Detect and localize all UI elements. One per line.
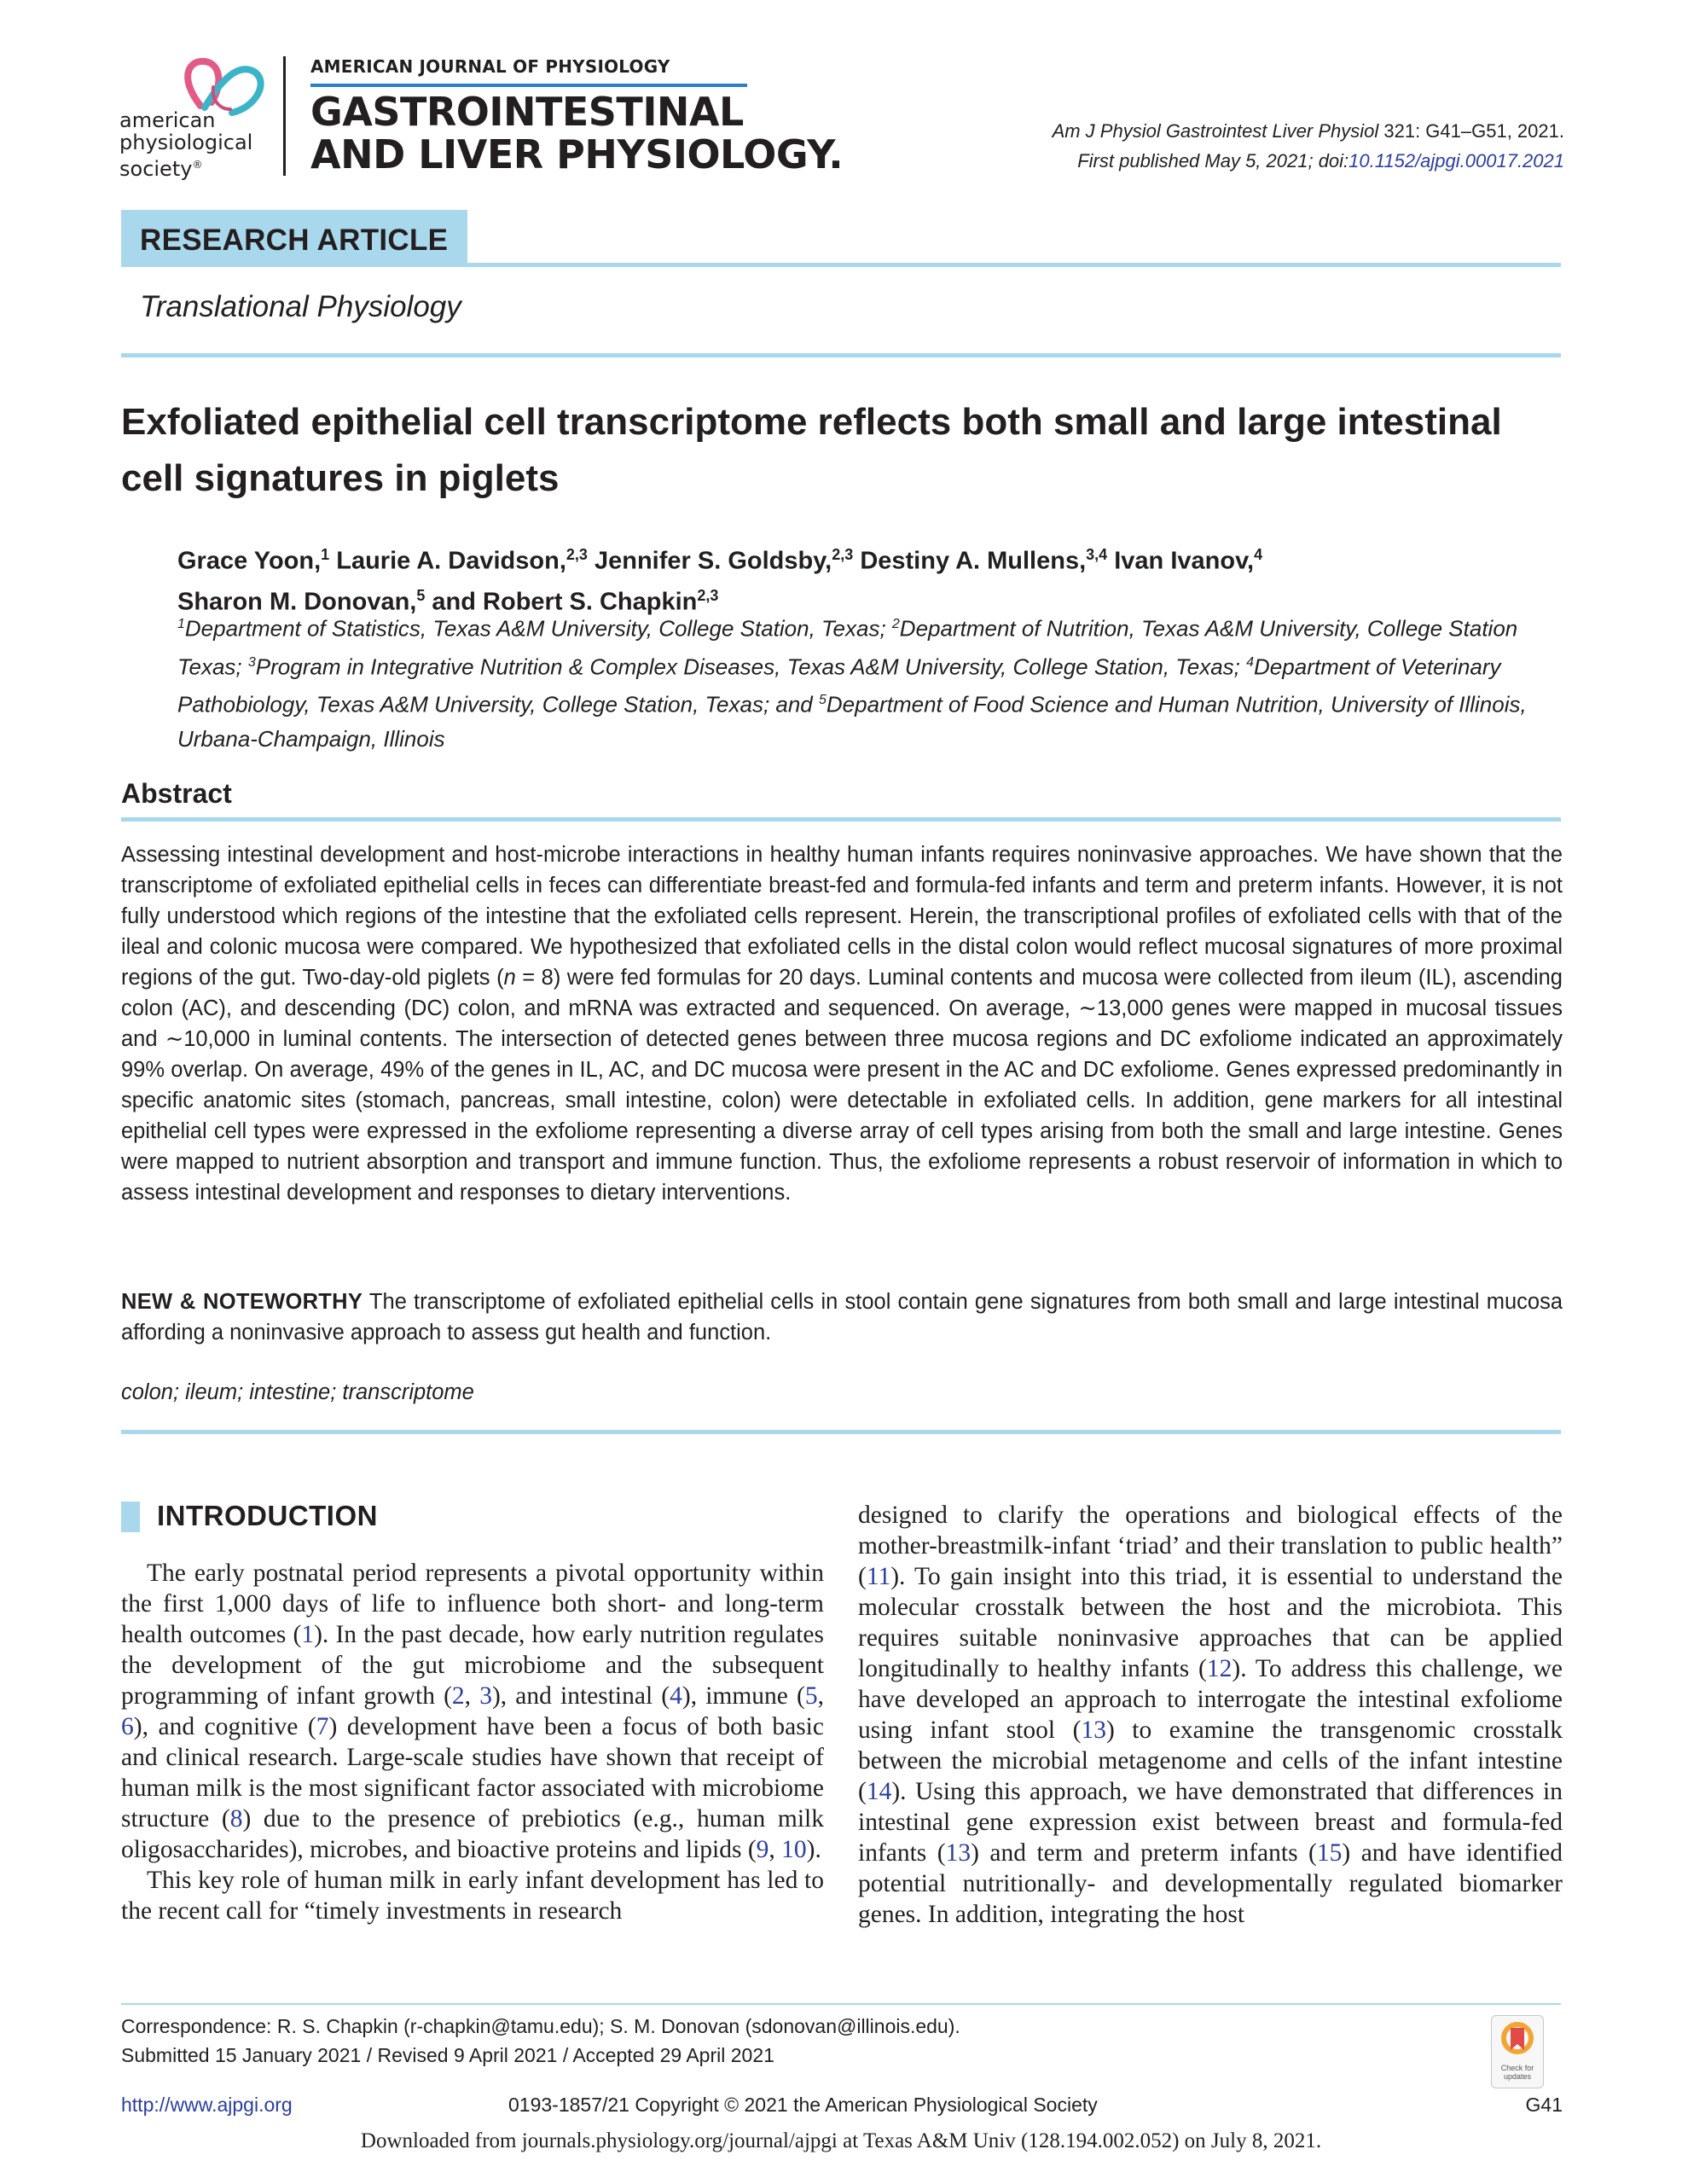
reference-link[interactable]: 9 [756,1836,769,1863]
affiliations [177,607,1576,756]
page-number: G41 [1525,2094,1563,2116]
affiliation-text: Department of Food Science and Human Nutrition, University of Illinois, Urbana-Champaign, Illinois [177,691,1527,752]
author-name: Grace Yoon, [177,547,322,575]
new-noteworthy: NEW & NOTEWORTHY The transcriptome of exfoliated epithelial cells in stool contain gene signatures from both small and large intestinal mucosa affording a noninvasive approach to assess gut health and function. [121,1290,1563,1345]
footer-rule [121,2003,1561,2005]
author-affiliation-mark: 2,3 [566,546,588,563]
journal-url-link[interactable]: http://www.ajpgi.org [121,2094,293,2116]
intro-paragraph-2: This key role of human milk in early infant development has led to the recent call for “timely investments in research [121,1867,824,1925]
reference-link[interactable]: 10 [781,1836,807,1863]
reference-link[interactable]: 2 [451,1682,465,1710]
reference-link[interactable]: 7 [316,1713,329,1740]
article-title: Exfoliated epithelial cell transcriptome reflects both small and large intestinal cell signatures in piglets [121,401,1502,499]
journal-rule [310,84,747,87]
affiliation-text: Program in Integrative Nutrition & Complex Diseases, Texas A&M University, College Station, Texas; [255,653,1247,680]
reference-link[interactable]: 15 [1316,1839,1343,1867]
journal-name-line-1: GASTROINTESTINAL [310,89,744,135]
section-label: Translational Physiology [140,290,461,323]
abstract-heading: Abstract [121,778,232,809]
affiliation-mark: 5 [819,693,826,708]
intro-paragraph-1: The early postnatal period represents a pivotal opportunity within the first 1,000 days of life to influence both short- and long-term health outcomes (1). In the past decade, how early nutrition regulates the development of the gut microbiome and the subsequent programming of infant growth (2, 3), and intestinal (4), immune (5, 6), and cognitive (7) development have been a focus of both basic and clinical research. Large-scale studies have shown that receipt of human milk is the most significant factor associated with microbiome structure (8) due to the presence of prebiotics (e.g., human milk oligosaccharides), microbes, and bioactive proteins and lipids (9, 10). [121,1560,824,1863]
author-affiliation-mark: 1 [321,546,330,563]
author-affiliation-mark: 3,4 [1086,546,1108,563]
new-noteworthy-label: NEW & NOTEWORTHY [121,1290,363,1314]
first-published-line: First published May 5, 2021; doi:10.1152/ajpgi.00017.2021 [1077,150,1564,171]
intro-heading-marker [121,1502,140,1532]
reference-link[interactable]: 6 [121,1713,134,1740]
article-type-rule [121,263,1561,267]
intro-paragraph-continued: designed to clarify the operations and biological effects of the mother-breastmilk-infant ‘triad’ and their translation to public health” (11). To gain insight into this triad, it is essential to understand the molecular crosstalk between the host and the microbiota. This requires suitable noninvasive approaches that can be applied longitudinally to healthy infants (12). To address this challenge, we have developed an approach to interrogate the intestinal exfoliome using infant stool (13) to examine the transgenomic crosstalk between the microbial metagenome and cells of the infant intestine (14). Using this approach, we have demonstrated that differences in intestinal gene expression exist between breast and formula-fed infants (13) and term and preterm infants (15) and have identified potential nutritionally- and developmentally regulated biomarker genes. In addition, integrating the host [858,1502,1563,1928]
correspondence-line: Correspondence: R. S. Chapkin (r-chapkin@tamu.edu); S. M. Donovan (sdonovan@illinois.edu). [121,2015,960,2037]
affiliation-text: Department of Statistics, Texas A&M University, College Station, Texas; [184,615,892,642]
copyright-line: 0193-1857/21 Copyright © 2021 the American Physiological Society [508,2094,1098,2116]
author-name: Laurie A. Davidson, [336,547,566,575]
society-line-2: physiological [119,131,253,154]
reference-link[interactable]: 11 [866,1563,891,1590]
author-name: Sharon M. Donovan, [177,588,417,616]
reference-link[interactable]: 13 [1081,1716,1106,1744]
reference-link[interactable]: 12 [1206,1655,1232,1682]
author-affiliation-mark: 5 [416,586,426,604]
author-affiliation-mark: 4 [1254,546,1263,563]
author-name: Jennifer S. Goldsby, [594,547,832,575]
citation [1053,116,1564,176]
affiliation-mark: 1 [177,617,185,631]
doi-link[interactable]: 10.1152/ajpgi.00017.2021 [1348,150,1564,171]
keywords: colon; ileum; intestine; transcriptome [121,1380,474,1404]
submission-dates: Submitted 15 January 2021 / Revised 9 April 2021 / Accepted 29 April 2021 [121,2044,774,2066]
check-for-updates-badge[interactable] [1491,2015,1544,2088]
header-divider [283,56,286,176]
author-affiliation-mark: 2,3 [832,546,854,563]
reference-link[interactable]: 5 [804,1682,818,1710]
society-line-3: society® [119,157,203,181]
journal-series-name: AMERICAN JOURNAL OF PHYSIOLOGY [310,56,670,77]
affiliation-mark: 4 [1246,654,1255,670]
affiliation-text: Department of Veterinary Pathobiology, Texas A&M University, College Station, Texas; and [177,653,1501,717]
correspondence-info [121,2012,960,2070]
reference-link[interactable]: 1 [301,1621,315,1648]
journal-name-line-2: AND LIVER PHYSIOLOGY. [310,131,844,177]
reference-link[interactable]: 8 [229,1805,243,1833]
article-type-label: RESEARCH ARTICLE [140,224,449,257]
download-watermark: Downloaded from journals.physiology.org/journal/ajpgi at Texas A&M Univ (128.194.002.052) on July 8, 2021. [360,2129,1322,2152]
reference-link[interactable]: 13 [945,1839,972,1867]
society-name [119,109,252,180]
society-line-1: american [119,108,216,132]
title-rule [121,353,1561,357]
abstract-text: Assessing intestinal development and host-microbe interactions in healthy human infants requires noninvasive approaches. We have shown that the transcriptome of exfoliated epithelial cells in feces can differentiate breast-fed and formula-fed infants and term and preterm infants. However, it is not fully understood which regions of the intestine that the exfoliated cells represent. Herein, the transcriptional profiles of exfoliated cells with that of the ileal and colonic mucosa were compared. We hypothesized that exfoliated cells in the distal colon would reflect mucosal signatures of more proximal regions of the gut. Two-day-old piglets (n = 8) were fed formulas for 20 days. Luminal contents and mucosa were collected from ileum (IL), ascending colon (AC), and descending (DC) colon, and mRNA was extracted and sequenced. On average, ∼13,000 genes were mapped in mucosal tissues and ∼10,000 in luminal contents. The intersection of detected genes between three mucosa regions and DC exfoliome indicated an approximately 99% overlap. On average, 49% of the genes in IL, AC, and DC mucosa were present in the AC and DC exfoliome. Genes expressed predominantly in specific anatomic sites (stomach, pancreas, small intestine, colon) were detectable in exfoliated cells. In addition, gene markers for all intestinal epithelial cell types were expressed in the exfoliome representing a diverse array of cell types arising from both the small and large intestine. Genes were mapped to nutrient absorption and transport and immune function. Thus, the exfoliome represents a robust reservoir of information in which to assess intestinal development and responses to dietary interventions. [121,843,1563,1205]
reference-link[interactable]: 14 [866,1778,892,1805]
author-name: and Robert S. Chapkin [432,588,698,616]
keywords-rule [121,1430,1561,1434]
reference-link[interactable]: 3 [479,1682,492,1710]
crossmark-icon [1492,2016,1543,2064]
author-affiliation-mark: 2,3 [697,586,719,604]
check-for-updates-label: Check for updates [1500,2064,1534,2081]
citation-line: Am J Physiol Gastrointest Liver Physiol 321: G41–G51, 2021. [1052,120,1564,142]
journal-name [310,90,843,176]
affiliation-mark: 3 [247,654,256,670]
intro-left-column [121,1558,824,1926]
author-name: Destiny A. Mullens, [860,547,1087,575]
affiliation-mark: 2 [891,617,900,631]
intro-heading: INTRODUCTION [157,1500,378,1531]
reference-link[interactable]: 4 [670,1682,682,1710]
intro-right-column [858,1500,1563,1930]
affiliation-text: Department of Nutrition, Texas A&M University, College Station Texas; [177,615,1518,680]
abstract-rule [121,817,1561,822]
article-type-badge [121,210,467,266]
author-name: Ivan Ivanov, [1114,547,1255,575]
